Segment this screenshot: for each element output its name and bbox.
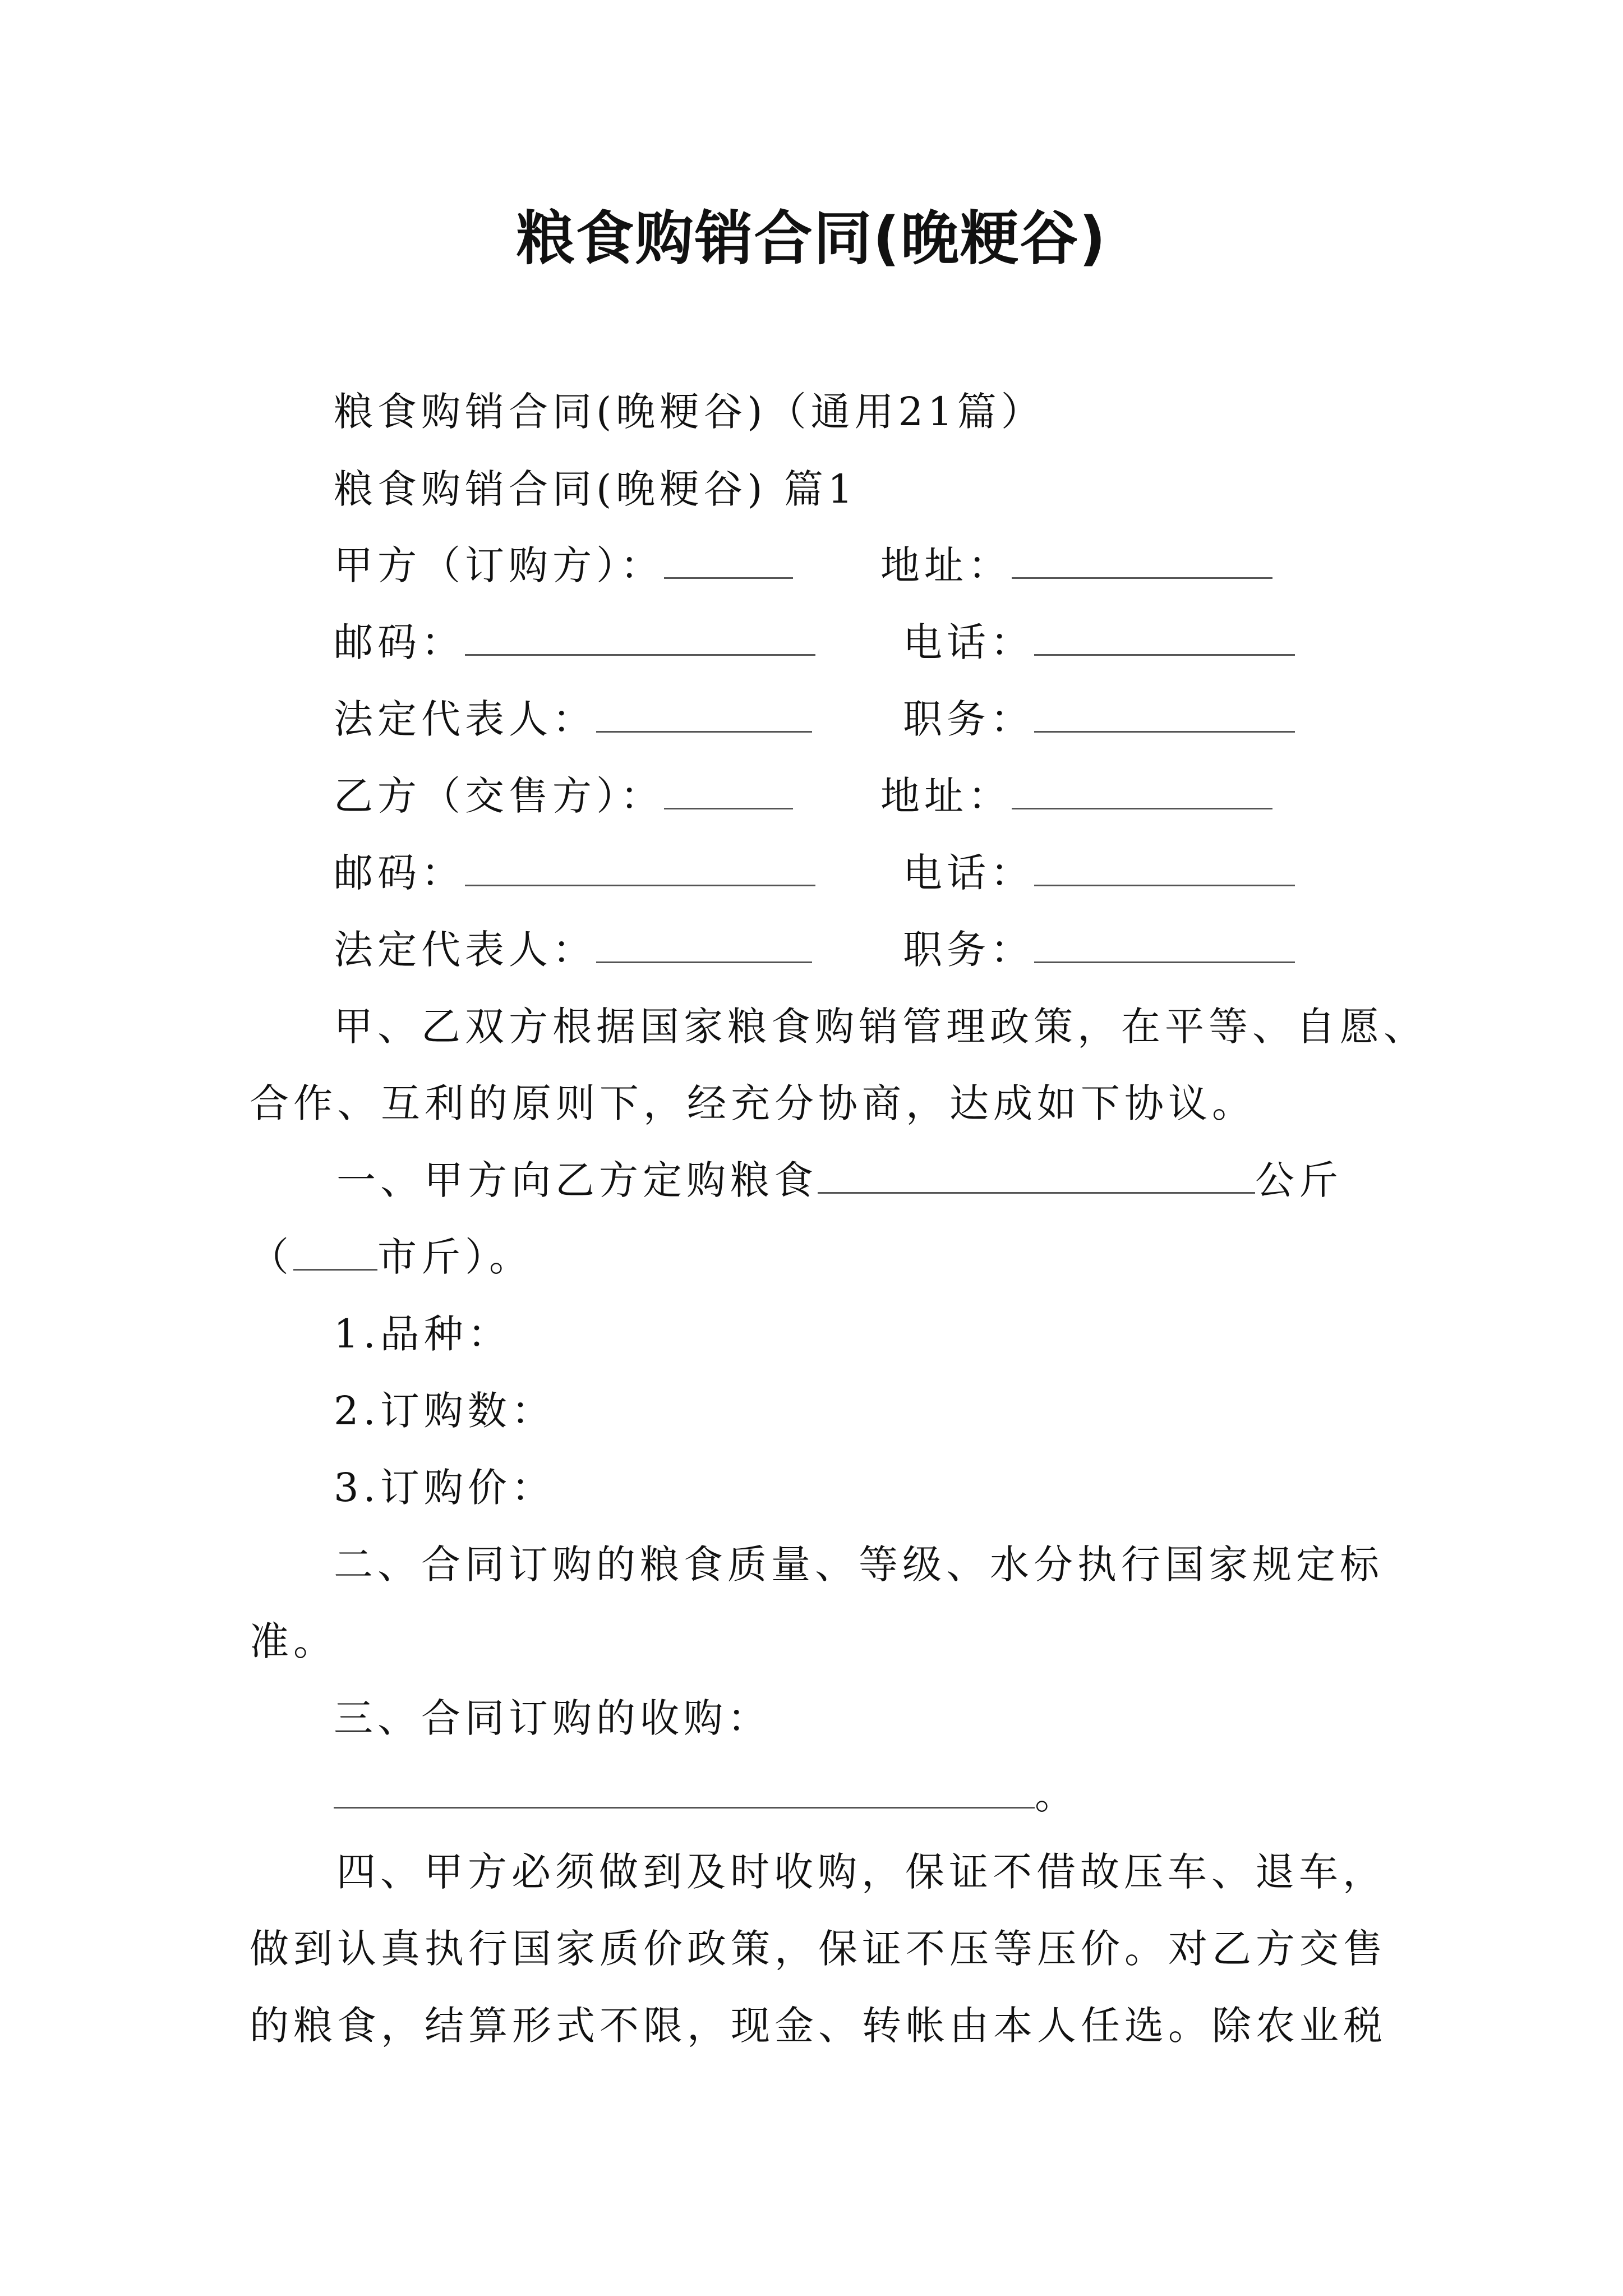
article-1-open-paren: （ — [250, 1234, 293, 1280]
party-a-address-blank — [1012, 542, 1272, 579]
party-a-phone-blank — [1034, 619, 1295, 656]
article-1-prefix: 一、甲方向乙方定购粮食 — [336, 1157, 818, 1203]
item-quantity: 2.订购数： — [334, 1388, 555, 1434]
article-1-suffix: 公斤 — [1255, 1157, 1343, 1203]
article-2-line-2: 准。 — [250, 1618, 337, 1664]
party-b-zip-field — [334, 845, 815, 901]
party-b-phone-field — [903, 845, 1295, 901]
party-a-zip-label: 邮码： — [334, 619, 465, 665]
party-a-address-label: 地址： — [880, 542, 1012, 588]
party-a-rep-label: 法定代表人： — [334, 696, 596, 742]
item-variety: 1.品种： — [334, 1311, 511, 1357]
party-b-rep-label: 法定代表人： — [334, 927, 596, 973]
party-b-address-blank — [1012, 773, 1272, 809]
preamble-line-1: 甲、乙双方根据国家粮食购销管理政策，在平等、自愿、 — [334, 1004, 1427, 1050]
article-4-line-2: 做到认真执行国家质价政策，保证不压等压价。对乙方交售 — [250, 1926, 1387, 1972]
article-1-close: 市斤）。 — [377, 1234, 533, 1280]
document-title: 粮食购销合同(晚粳谷) — [516, 204, 1107, 273]
article-3: 三、合同订购的收购： — [334, 1695, 771, 1741]
party-a-name-label: 甲方（订购方）： — [334, 542, 664, 588]
intro-line-2: 粮食购销合同(晚粳谷) 篇1 — [334, 466, 857, 512]
article-4-line-1: 四、甲方必须做到及时收购，保证不借故压车、退车， — [336, 1849, 1386, 1895]
party-b-name-label: 乙方（交售方）： — [334, 773, 664, 819]
party-b-position-field — [903, 922, 1295, 978]
party-b-zip-label: 邮码： — [334, 850, 465, 896]
party-a-phone-label: 电话： — [903, 619, 1034, 665]
party-a-name-field — [334, 537, 793, 593]
party-a-address-field — [880, 537, 1272, 593]
article-1-jin-blank — [293, 1234, 377, 1271]
party-a-rep-blank — [596, 696, 812, 733]
party-b-rep-blank — [596, 927, 812, 963]
article-3-blank — [334, 1772, 1035, 1809]
party-a-zip-blank — [465, 619, 815, 656]
party-a-zip-field — [334, 614, 815, 670]
article-1-line-2 — [250, 1229, 533, 1285]
party-b-name-blank — [664, 773, 793, 809]
party-b-position-blank — [1034, 927, 1295, 963]
party-b-position-label: 职务： — [903, 927, 1034, 973]
party-b-phone-label: 电话： — [903, 850, 1034, 896]
article-2-line-1: 二、合同订购的粮食质量、等级、水分执行国家规定标 — [334, 1542, 1384, 1588]
article-3-end: 。 — [1035, 1772, 1078, 1818]
party-b-zip-blank — [465, 850, 815, 886]
intro-line-1: 粮食购销合同(晚粳谷)（通用21篇） — [334, 389, 1045, 435]
party-a-name-blank — [664, 542, 793, 579]
party-b-address-label: 地址： — [880, 773, 1012, 819]
preamble-line-2: 合作、互利的原则下，经充分协商，达成如下协议。 — [250, 1080, 1256, 1126]
party-a-phone-field — [903, 614, 1295, 670]
party-a-position-blank — [1034, 696, 1295, 733]
article-1-kg-blank — [818, 1157, 1255, 1194]
party-b-address-field — [880, 768, 1272, 824]
party-b-name-field — [334, 768, 793, 824]
item-price: 3.订购价： — [334, 1465, 555, 1511]
article-3-blank-line — [334, 1767, 1078, 1823]
article-1-line-1 — [336, 1152, 1343, 1208]
article-4-line-3: 的粮食，结算形式不限，现金、转帐由本人任选。除农业税 — [250, 2003, 1387, 2049]
party-b-phone-blank — [1034, 850, 1295, 886]
party-a-position-label: 职务： — [903, 696, 1034, 742]
party-b-rep-field — [334, 922, 812, 978]
party-a-rep-field — [334, 691, 812, 747]
party-a-position-field — [903, 691, 1295, 747]
